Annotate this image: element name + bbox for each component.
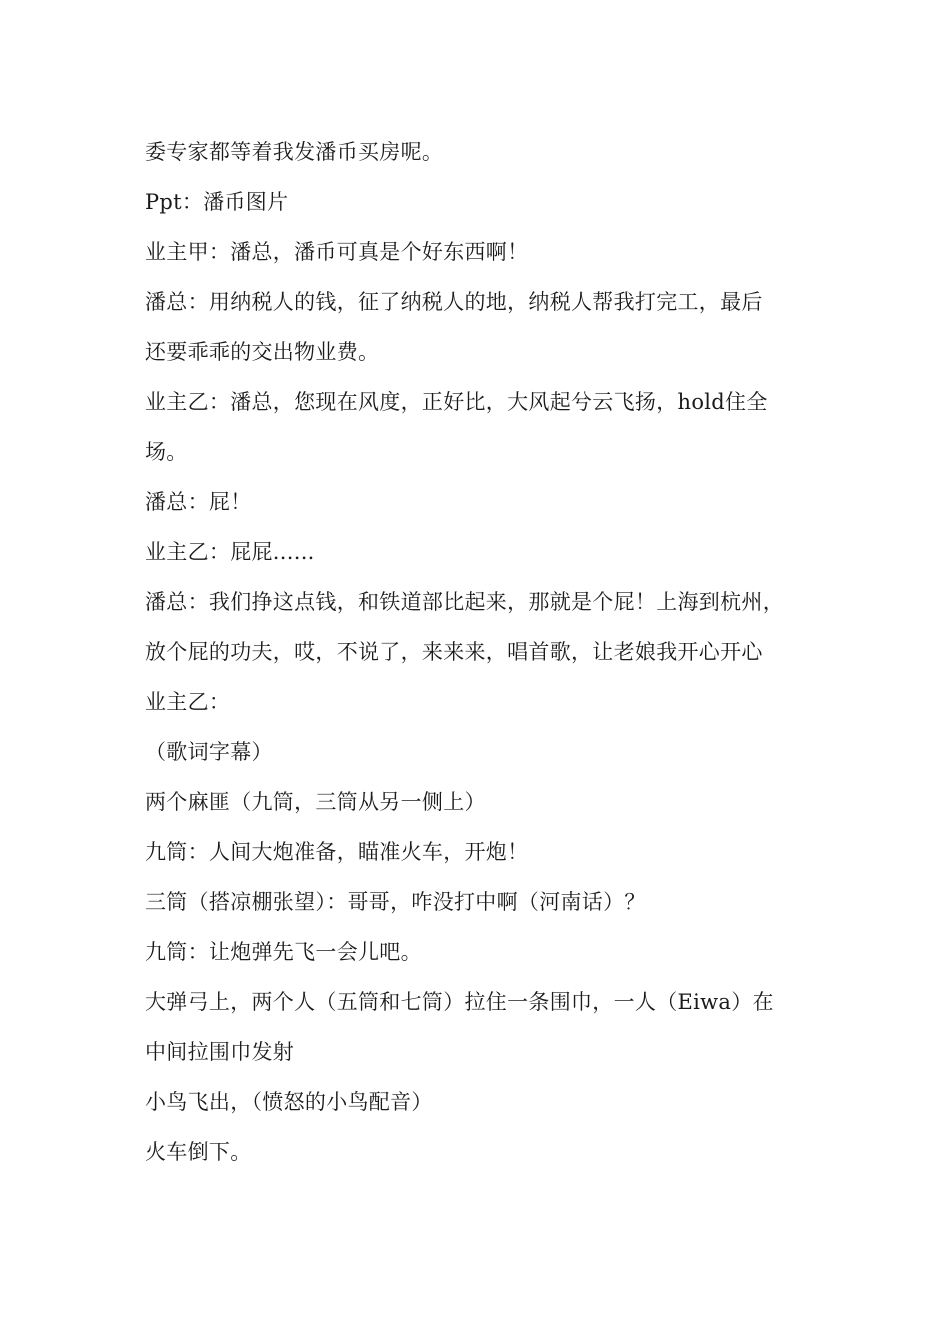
text-line: 业主乙：潘总，您现在风度，正好比，大风起兮云飞扬，hold住全 [145,390,768,414]
document-body [145,127,810,1177]
text-line: 潘总：我们挣这点钱，和铁道部比起来，那就是个屁！上海到杭州， [145,590,784,614]
text-line: 还要乖乖的交出物业费。 [145,340,380,364]
text-line: 中间拉围巾发射 [145,1040,295,1064]
text-line: 火车倒下。 [145,1140,252,1164]
text-line: （歌词字幕） [145,740,273,764]
text-line: 业主甲：潘总，潘币可真是个好东西啊！ [145,240,529,264]
text-line: 业主乙：屁屁...... [145,540,315,564]
text-line: Ppt：潘币图片 [145,190,289,214]
text-line: 九筒：人间大炮准备，瞄准火车，开炮！ [145,840,529,864]
text-line: 委专家都等着我发潘币买房呢。 [145,140,444,164]
text-line: 两个麻匪（九筒，三筒从另一侧上） [145,790,486,814]
text-line: 九筒：让炮弹先飞一会儿吧。 [145,940,422,964]
text-line: 潘总：用纳税人的钱，征了纳税人的地，纳税人帮我打完工，最后 [145,290,763,314]
text-line: 业主乙： [145,690,231,714]
text-line: 大弹弓上，两个人（五筒和七筒）拉住一条围巾，一人（Eiwa）在 [145,990,774,1014]
text-line: 潘总：屁！ [145,490,252,514]
text-line: 三筒（搭凉棚张望）：哥哥，咋没打中啊（河南话）？ [145,890,646,914]
text-line: 场。 [145,440,188,464]
text-line: 放个屁的功夫，哎，不说了，来来来，唱首歌，让老娘我开心开心 [145,640,763,664]
text-line: 小鸟飞出，（愤怒的小鸟配音） [145,1090,433,1114]
